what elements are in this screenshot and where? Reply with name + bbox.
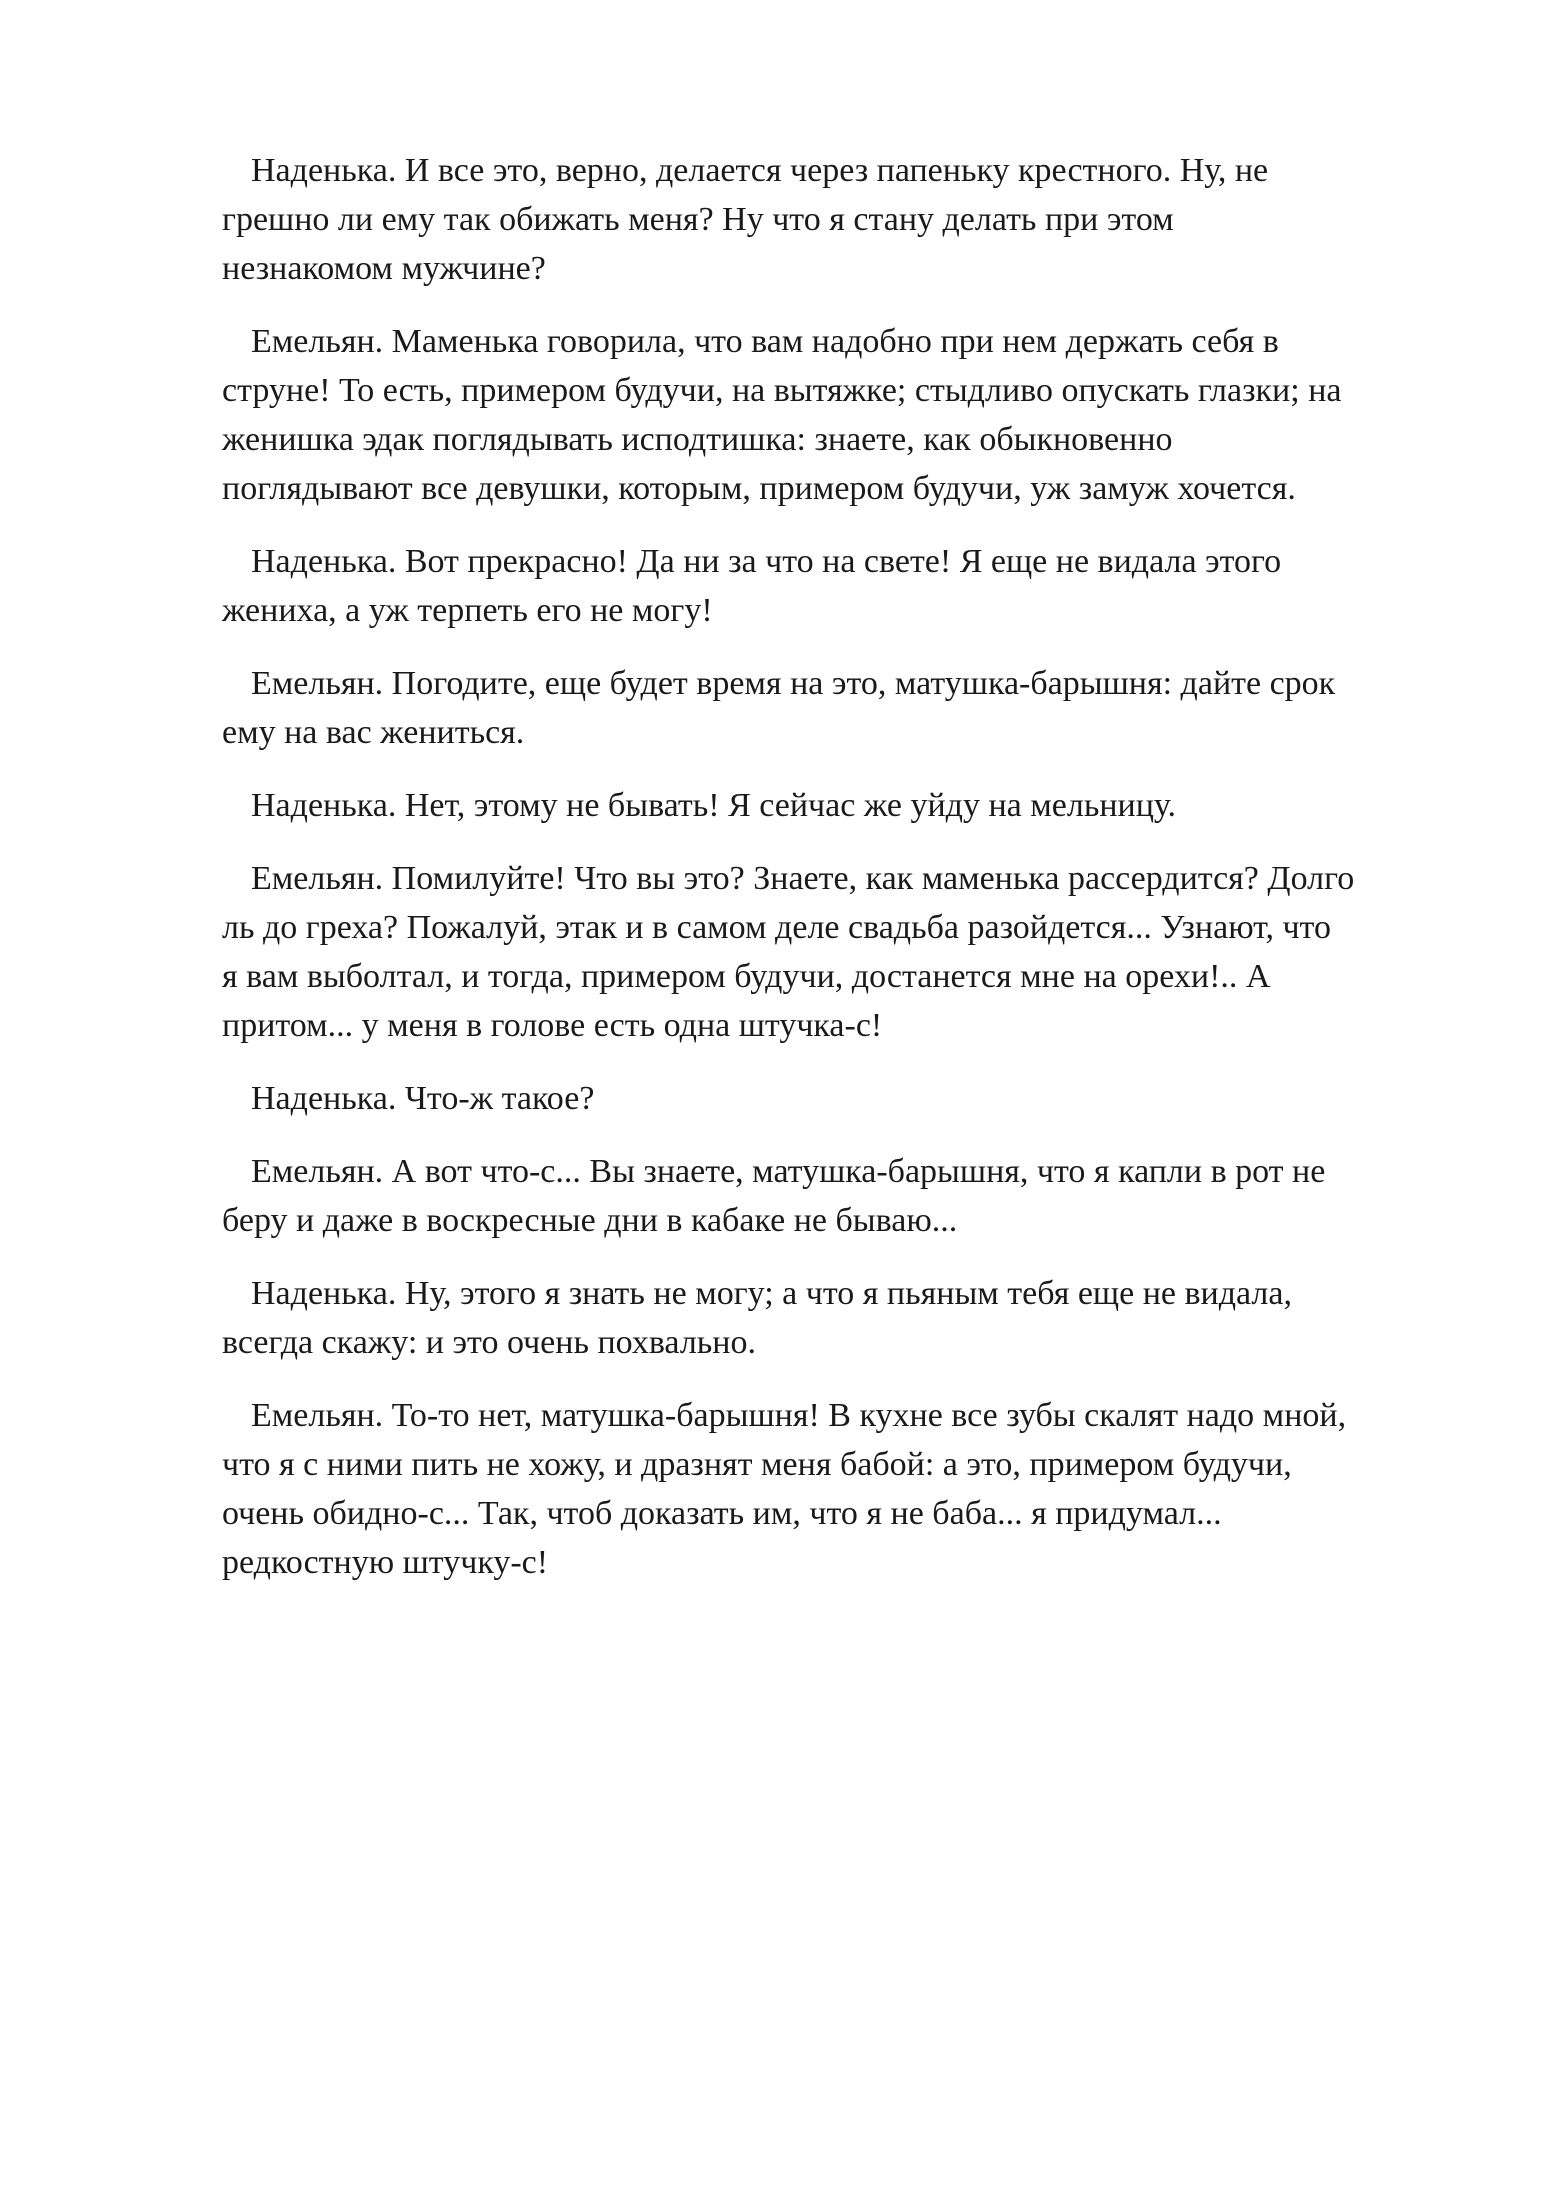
paragraph-5: [222, 781, 1447, 830]
text-line: струне! То есть, примером будучи, на вытяжке; стыдливо опускать глазки; на: [222, 372, 1342, 409]
paragraph-2: [222, 317, 1447, 513]
text-line: Емельян. А вот что-с... Вы знаете, матушка-барышня, что я капли в рот не: [251, 1153, 1326, 1190]
text-line: я вам выболтал, и тогда, примером будучи, достанется мне на орехи!.. А: [222, 958, 1271, 995]
text-line: Емельян. Погодите, еще будет время на это, матушка-барышня: дайте срок: [251, 665, 1336, 702]
paragraph-1: [222, 146, 1447, 293]
text-line: незнакомом мужчине?: [222, 250, 546, 287]
text-line: ль до греха? Пожалуй, этак и в самом деле свадьба разойдется... Узнают, что: [222, 909, 1331, 946]
text-line: женишка эдак поглядывать исподтишка: знаете, как обыкновенно: [222, 421, 1173, 458]
text-line: поглядывают все девушки, которым, примером будучи, уж замуж хочется.: [222, 470, 1296, 507]
text-line: очень обидно-с... Так, чтоб доказать им, что я не баба... я придумал...: [222, 1495, 1222, 1532]
text-line: что я с ними пить не хожу, и дразнят меня бабой: а это, примером будучи,: [222, 1446, 1292, 1483]
text-line: притом... у меня в голове есть одна штучка-с!: [222, 1007, 883, 1044]
text-line: редкостную штучку-с!: [222, 1544, 549, 1581]
paragraph-4: [222, 659, 1447, 757]
text-line: ему на вас жениться.: [222, 714, 525, 751]
text-line: Наденька. Ну, этого я знать не могу; а что я пьяным тебя еще не видала,: [251, 1275, 1292, 1312]
dialogue-text: [222, 146, 1447, 1611]
text-line: Наденька. Нет, этому не бывать! Я сейчас же уйду на мельницу.: [251, 787, 1177, 824]
text-line: Наденька. И все это, верно, делается через папеньку крестного. Ну, не: [251, 152, 1269, 189]
paragraph-3: [222, 537, 1447, 635]
text-line: грешно ли ему так обижать меня? Ну что я стану делать при этом: [222, 201, 1174, 238]
paragraph-10: [222, 1391, 1447, 1587]
paragraph-9: [222, 1269, 1447, 1367]
text-line: жениха, а уж терпеть его не могу!: [222, 592, 713, 629]
text-line: всегда скажу: и это очень похвально.: [222, 1324, 756, 1361]
text-line: Емельян. Маменька говорила, что вам надобно при нем держать себя в: [251, 323, 1279, 360]
paragraph-7: [222, 1074, 1447, 1123]
text-line: Емельян. То-то нет, матушка-барышня! В кухне все зубы скалят надо мной,: [251, 1397, 1347, 1434]
text-line: Емельян. Помилуйте! Что вы это? Знаете, как маменька рассердится? Долго: [251, 860, 1355, 897]
text-line: Наденька. Что-ж такое?: [251, 1080, 595, 1117]
text-line: Наденька. Вот прекрасно! Да ни за что на свете! Я еще не видала этого: [251, 543, 1282, 580]
text-line: беру и даже в воскресные дни в кабаке не бываю...: [222, 1202, 958, 1239]
paragraph-8: [222, 1147, 1447, 1245]
paragraph-6: [222, 854, 1447, 1050]
